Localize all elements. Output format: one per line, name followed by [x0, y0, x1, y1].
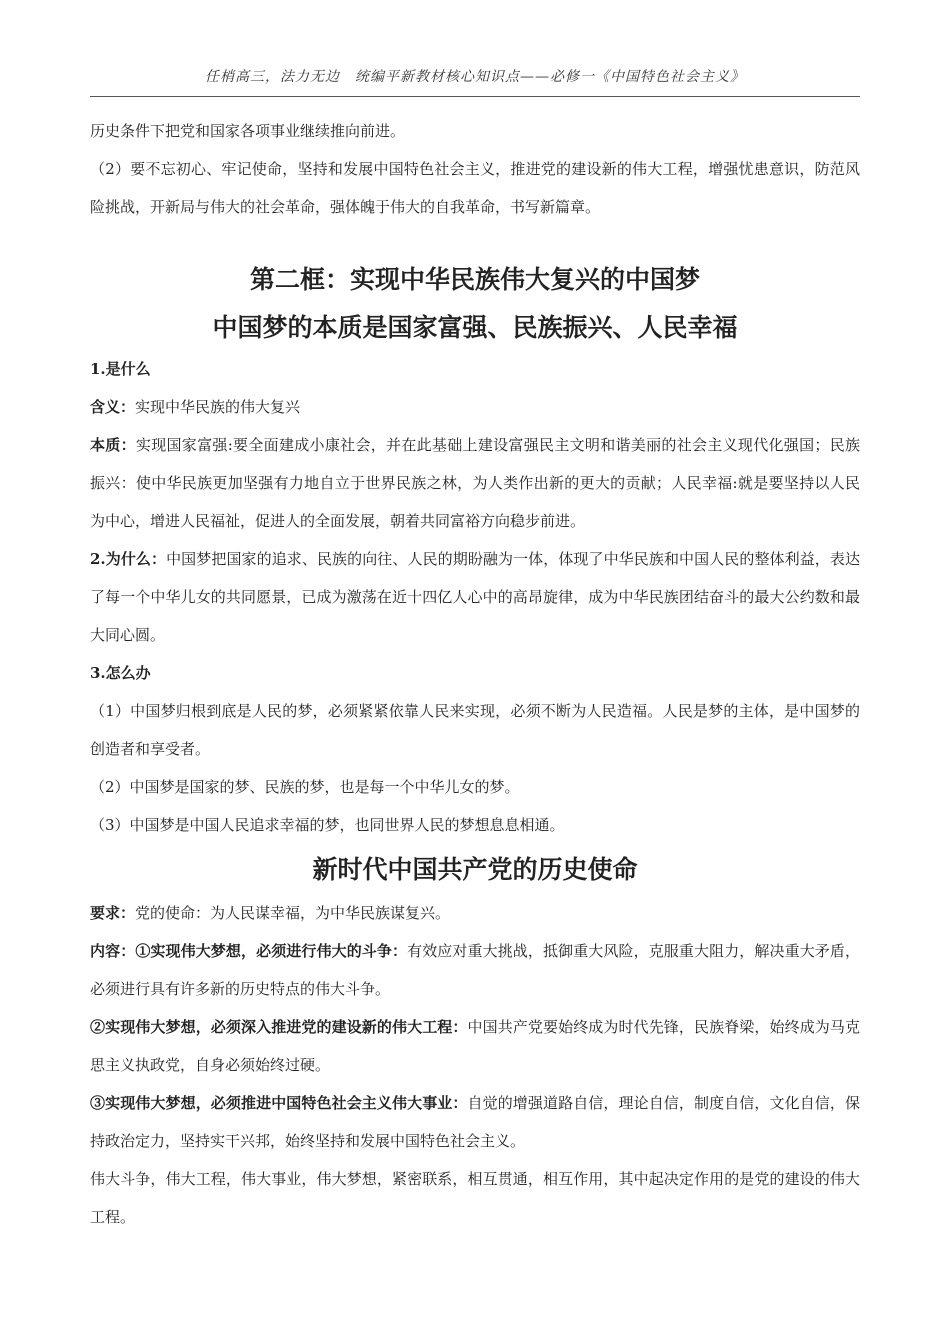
document-body — [90, 112, 860, 1236]
header-divider — [90, 96, 860, 97]
essence-label: 本质： — [90, 436, 136, 454]
content-item-2 — [90, 1008, 860, 1084]
page-header: 任梢高三，法力无边 统编平新教材核心知识点——必修一《中国特色社会主义》 — [205, 69, 745, 85]
item2-heading: ②实现伟大梦想，必须深入推进党的建设新的伟大工程： — [90, 1018, 468, 1036]
how-item: （3）中国梦是中国人民追求幸福的梦，也同世界人民的梦想息息相通。 — [90, 816, 565, 834]
section3-title: 新时代中国共产党的历史使命 — [312, 855, 638, 884]
essence-paragraph — [90, 426, 860, 540]
section-title: 第二框：实现中华民族伟大复兴的中国梦 — [249, 265, 700, 294]
closing-paragraph: 伟大斗争，伟大工程，伟大事业，伟大梦想，紧密联系，相互贯通，相互作用，其中起决定作用的是党的建设的伟大工程。 — [90, 1170, 860, 1226]
why-paragraph — [90, 540, 860, 654]
how-item: （1）中国梦归根到底是人民的梦，必须紧紧依靠人民来实现，必须不断为人民造福。人民是梦的主体，是中国梦的创造者和享受者。 — [90, 702, 860, 758]
item2-text: 中国共产党要始终成为时代先锋，民族脊梁，始终成为马克思主义执政党，自身必须始终过硬。 — [90, 1018, 860, 1074]
content-item-1 — [90, 932, 860, 1008]
requirement-label: 要求： — [90, 904, 136, 922]
content-label: 内容： — [90, 942, 136, 960]
meaning-label: 含义： — [90, 398, 136, 416]
how-item: （2）中国梦是国家的梦、民族的梦，也是每一个中华儿女的梦。 — [90, 778, 520, 796]
intro-line: 历史条件下把党和国家各项事业继续推向前进。 — [90, 122, 406, 140]
why-label: 2.为什么： — [90, 550, 167, 568]
requirement-text: 党的使命：为人民谋幸福，为中华民族谋复兴。 — [135, 904, 451, 922]
item1-heading: ①实现伟大梦想，必须进行伟大的斗争： — [135, 942, 408, 960]
essence-text: 实现国家富强:要全面建成小康社会，并在此基础上建设富强民主文明和谐美丽的社会主义现代化强国；民族振兴：使中华民族更加坚强有力地自立于世界民族之林，为人类作出新的更大的贡献；人民幸福:就是要坚持以人民为中心，增进人民福祉，促进人的全面发展，朝着共同富裕方向稳步前进。 — [90, 436, 860, 530]
why-text: 中国梦把国家的追求、民族的向往、人民的期盼融为一体，体现了中华民族和中国人民的整体利益，表达了每一个中华儿女的共同愿景，已成为激荡在近十四亿人心中的高昂旋律，成为中华民族团结奋斗的最大公约数和最大同心圆。 — [90, 550, 860, 644]
meaning-text: 实现中华民族的伟大复兴 — [135, 398, 301, 416]
intro-paragraph: （2）要不忘初心、牢记使命，坚持和发展中国特色社会主义，推进党的建设新的伟大工程，增强忧患意识，防范风险挑战，开新局与伟大的社会革命，强体魄于伟大的自我革命，书写新篇章。 — [90, 160, 860, 216]
how-heading: 3.怎么办 — [90, 664, 151, 682]
item3-text: 自觉的增强道路自信，理论自信，制度自信，文化自信，保持政治定力，坚持实干兴邦，始终坚持和发展中国特色社会主义。 — [90, 1094, 860, 1150]
section-subtitle: 中国梦的本质是国家富强、民族振兴、人民幸福 — [212, 313, 738, 342]
meaning-paragraph — [90, 388, 860, 426]
item1-text: 有效应对重大挑战，抵御重大风险，克服重大阻力，解决重大矛盾，必须进行具有许多新的历史特点的伟大斗争。 — [90, 942, 860, 998]
content-item-3 — [90, 1084, 860, 1160]
item3-heading: ③实现伟大梦想，必须推进中国特色社会主义伟大事业： — [90, 1094, 468, 1112]
requirement-paragraph — [90, 894, 860, 932]
what-heading: 1.是什么 — [90, 360, 151, 378]
